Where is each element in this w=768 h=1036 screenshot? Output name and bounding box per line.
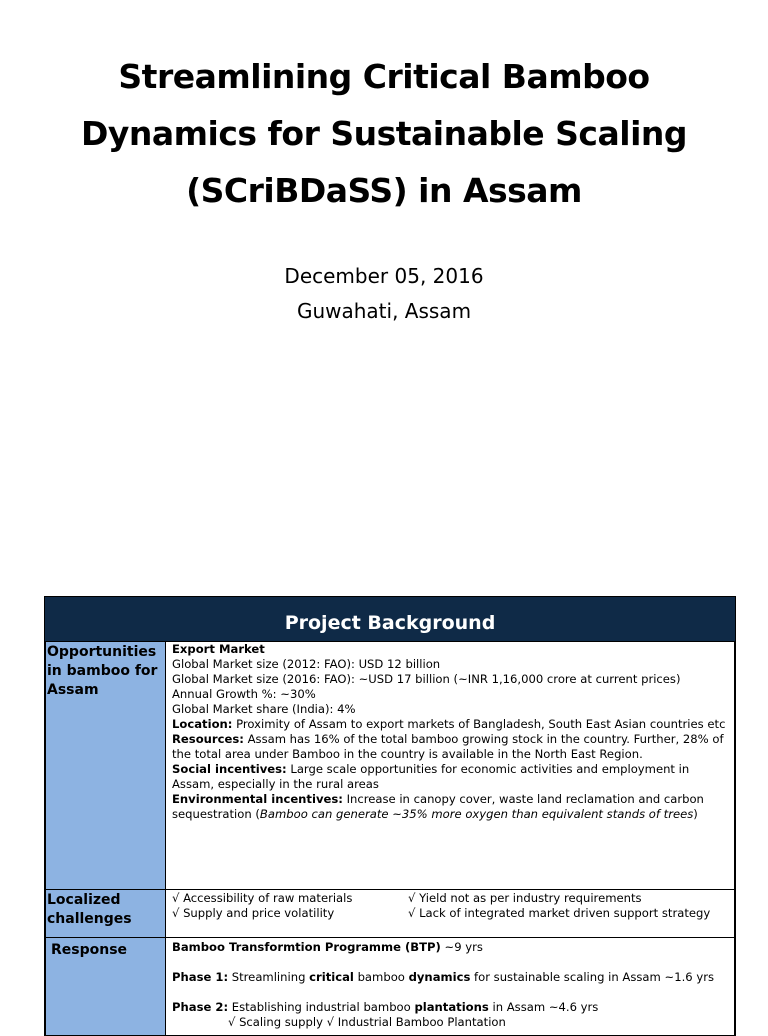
table-row (46, 890, 735, 938)
environment-italic: Bamboo can generate ~35% more oxygen than equivalent stands of trees (260, 807, 693, 821)
list-item: √ Accessibility of raw materials (172, 891, 408, 906)
phase-1-text: for sustainable scaling in Assam ~1.6 yrs (470, 970, 714, 984)
phase-2-sub: √ Scaling supply √ Industrial Bamboo Plantation (172, 1015, 728, 1030)
challenges-content (166, 890, 735, 938)
environment-text: Increase in canopy cover, waste land reclamation and carbon sequestration ( (172, 792, 704, 821)
phase-1-line (172, 970, 728, 985)
presentation-location: Guwahati, Assam (0, 299, 768, 323)
title-line-1: Streamlining Critical Bamboo (20, 48, 748, 105)
social-label: Social incentives: (172, 762, 287, 776)
environment-label: Environmental incentives: (172, 792, 343, 806)
location-label: Location: (172, 717, 232, 731)
social-paragraph (172, 762, 728, 792)
phase-1-bold: critical (309, 970, 354, 984)
environment-paragraph (172, 792, 728, 822)
social-text: Large scale opportunities for economic activities and employment in Assam, especially in the rural areas (172, 762, 689, 791)
presentation-date: December 05, 2016 (0, 264, 768, 288)
presentation-title (20, 48, 748, 219)
title-line-2: Dynamics for Sustainable Scaling (20, 105, 748, 162)
row-label-response: Response (46, 938, 166, 1036)
phase-1-bold: dynamics (409, 970, 471, 984)
phase-2-line (172, 1000, 728, 1015)
location-text: Proximity of Assam to export markets of Bangladesh, South East Asian countries etc (232, 717, 725, 731)
project-background-panel (44, 596, 736, 1036)
challenge-row-1 (172, 891, 728, 906)
list-item: √ Supply and price volatility (172, 906, 408, 921)
panel-header: Project Background (45, 597, 735, 641)
phase-1-label: Phase 1: (172, 970, 228, 984)
table-row (46, 938, 735, 1036)
background-table (45, 641, 735, 1036)
phase-2-bold: plantations (414, 1000, 488, 1014)
resources-paragraph (172, 732, 728, 762)
export-market-heading: Export Market (172, 642, 728, 657)
resources-label: Resources: (172, 732, 244, 746)
list-item: √ Lack of integrated market driven support strategy (408, 906, 710, 921)
list-item: Global Market share (India): 4% (172, 702, 728, 717)
list-item: Global Market size (2016: FAO): ~USD 17 billion (~INR 1,16,000 crore at current prices) (172, 672, 728, 687)
list-item: √ Yield not as per industry requirements (408, 891, 642, 906)
list-item: Annual Growth %: ~30% (172, 687, 728, 702)
list-item: Global Market size (2012: FAO): USD 12 billion (172, 657, 728, 672)
opportunities-content (166, 642, 735, 890)
title-line-3: (SCriBDaSS) in Assam (20, 162, 748, 219)
phase-2-text: in Assam ~4.6 yrs (489, 1000, 599, 1014)
table-row (46, 642, 735, 890)
btp-duration: ~9 yrs (441, 940, 483, 954)
location-paragraph (172, 717, 728, 732)
resources-text: Assam has 16% of the total bamboo growing stock in the country. Further, 28% of the total area under Bamboo in the country is available in the North East Region. (172, 732, 724, 761)
phase-2-text: Establishing industrial bamboo (228, 1000, 414, 1014)
challenge-row-2 (172, 906, 728, 921)
phase-1-text: Streamlining (228, 970, 309, 984)
btp-line (172, 940, 728, 955)
row-label-opportunities: Opportunities in bamboo for Assam (46, 642, 166, 890)
response-content (166, 938, 735, 1036)
btp-label: Bamboo Transformtion Programme (BTP) (172, 940, 441, 954)
phase-2-label: Phase 2: (172, 1000, 228, 1014)
row-label-challenges: Localized challenges (46, 890, 166, 938)
environment-close: ) (693, 807, 698, 821)
phase-1-text: bamboo (354, 970, 409, 984)
